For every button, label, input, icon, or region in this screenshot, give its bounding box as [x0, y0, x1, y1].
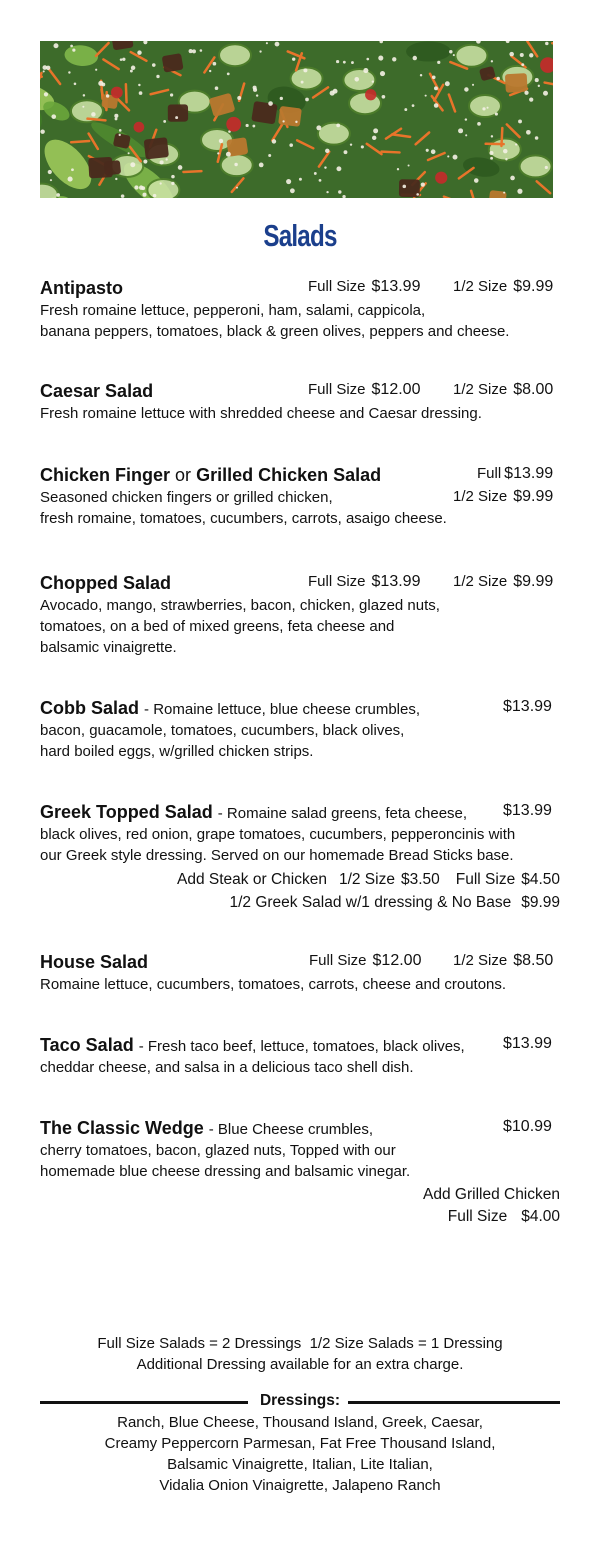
dressings-label: Dressings:	[252, 1392, 348, 1409]
dressings-heading	[40, 1392, 560, 1412]
item-description: Fresh romaine lettuce with shredded cheese and Caesar dressing.	[40, 405, 482, 422]
item-description: bacon, guacamole, tomatoes, cucumbers, black olives, hard boiled eggs, w/grilled chicken strips.	[40, 722, 405, 760]
menu-item-house-salad	[40, 952, 560, 995]
menu-item-taco-salad	[40, 1035, 560, 1078]
addon-steak-chicken: Add Steak or Chicken 1/2 Size $3.50 Full Size $4.50	[177, 871, 560, 888]
item-description: Romaine lettuce, cucumbers, tomatoes, carrots, cheese and croutons.	[40, 976, 507, 993]
menu-item-classic-wedge	[40, 1118, 560, 1228]
item-description: Avocado, mango, strawberries, bacon, chicken, glazed nuts, tomatoes, on a bed of mixed greens, feta cheese and balsamic vinaigrette.	[40, 597, 440, 656]
full-size-price: Full Size $13.99	[308, 278, 421, 295]
item-name: Cobb Salad - Romaine lettuce, blue cheese crumbles,	[40, 698, 421, 718]
item-price: $10.99	[503, 1118, 552, 1135]
item-name: Caesar Salad	[40, 381, 154, 401]
item-price: $13.99	[503, 1035, 552, 1052]
item-name: Taco Salad - Fresh taco beef, lettuce, tomatoes, black olives,	[40, 1035, 465, 1055]
half-greek-salad: 1/2 Greek Salad w/1 dressing & No Base $9.99	[229, 894, 560, 911]
half-size-price: 1/2 Size $9.99	[453, 278, 554, 295]
item-description: cheddar cheese, and salsa in a delicious taco shell dish.	[40, 1059, 414, 1076]
dressings-list: Ranch, Blue Cheese, Thousand Island, Greek, Caesar, Creamy Peppercorn Parmesan, Fat Free Thousand Island, Balsamic Vinaigrette, Italian, Lite Italian, Vidalia Onion Vinaigrette, Jalapeno Ranch	[104, 1414, 496, 1494]
item-price: $13.99	[503, 698, 552, 715]
half-size-price: 1/2 Size $8.00	[453, 381, 554, 398]
half-size-price: 1/2 Size $8.50	[453, 952, 554, 969]
item-description: Seasoned chicken fingers or grilled chicken, fresh romaine, tomatoes, cucumbers, carrots, asaigo cheese. 1/2 Size $9.99	[40, 488, 554, 527]
item-name: Chopped Salad	[40, 573, 172, 593]
item-name: The Classic Wedge - Blue Cheese crumbles,	[40, 1118, 373, 1138]
item-description: cherry tomatoes, bacon, glazed nuts, Topped with our homemade blue cheese dressing and balsamic vinegar.	[40, 1142, 411, 1180]
half-size-price: 1/2 Size $9.99	[453, 488, 554, 505]
menu-item-greek-topped-salad	[40, 802, 560, 914]
menu-item-cobb-salad	[40, 698, 560, 762]
salad-illustration	[40, 41, 553, 198]
half-size-price: 1/2 Size $9.99	[453, 573, 554, 590]
menu-item-chicken-salad	[40, 465, 560, 529]
page-title: Salads	[263, 218, 337, 253]
menu-item-caesar-salad	[40, 381, 560, 424]
salad-photo	[40, 41, 553, 198]
menu-item-chopped-salad	[40, 573, 560, 658]
item-name: House Salad	[40, 952, 149, 972]
item-name: Chicken Finger or Grilled Chicken Salad	[40, 465, 382, 485]
addon-grilled-chicken: Add Grilled Chicken Full Size $4.00	[423, 1186, 560, 1225]
item-description: black olives, red onion, grape tomatoes, cucumbers, pepperoncinis with our Greek style dressing. Served on our homemade Bread Sticks base.	[40, 826, 516, 864]
full-price: Full $13.99	[477, 465, 554, 482]
dressing-note: Full Size Salads = 2 Dressings 1/2 Size Salads = 1 Dressing Additional Dressing available for an extra charge.	[97, 1335, 503, 1373]
full-size-price: Full Size $12.00	[308, 381, 421, 398]
item-description: Fresh romaine lettuce, pepperoni, ham, salami, cappicola, banana peppers, tomatoes, black & green olives, peppers and cheese.	[40, 302, 510, 340]
full-size-price: Full Size $12.00	[309, 952, 422, 969]
item-name: Greek Topped Salad - Romaine salad greens, feta cheese,	[40, 802, 468, 822]
item-name: Antipasto	[40, 278, 123, 298]
full-size-price: Full Size $13.99	[308, 573, 421, 590]
menu-item-antipasto	[40, 278, 560, 342]
item-price: $13.99	[503, 802, 552, 819]
